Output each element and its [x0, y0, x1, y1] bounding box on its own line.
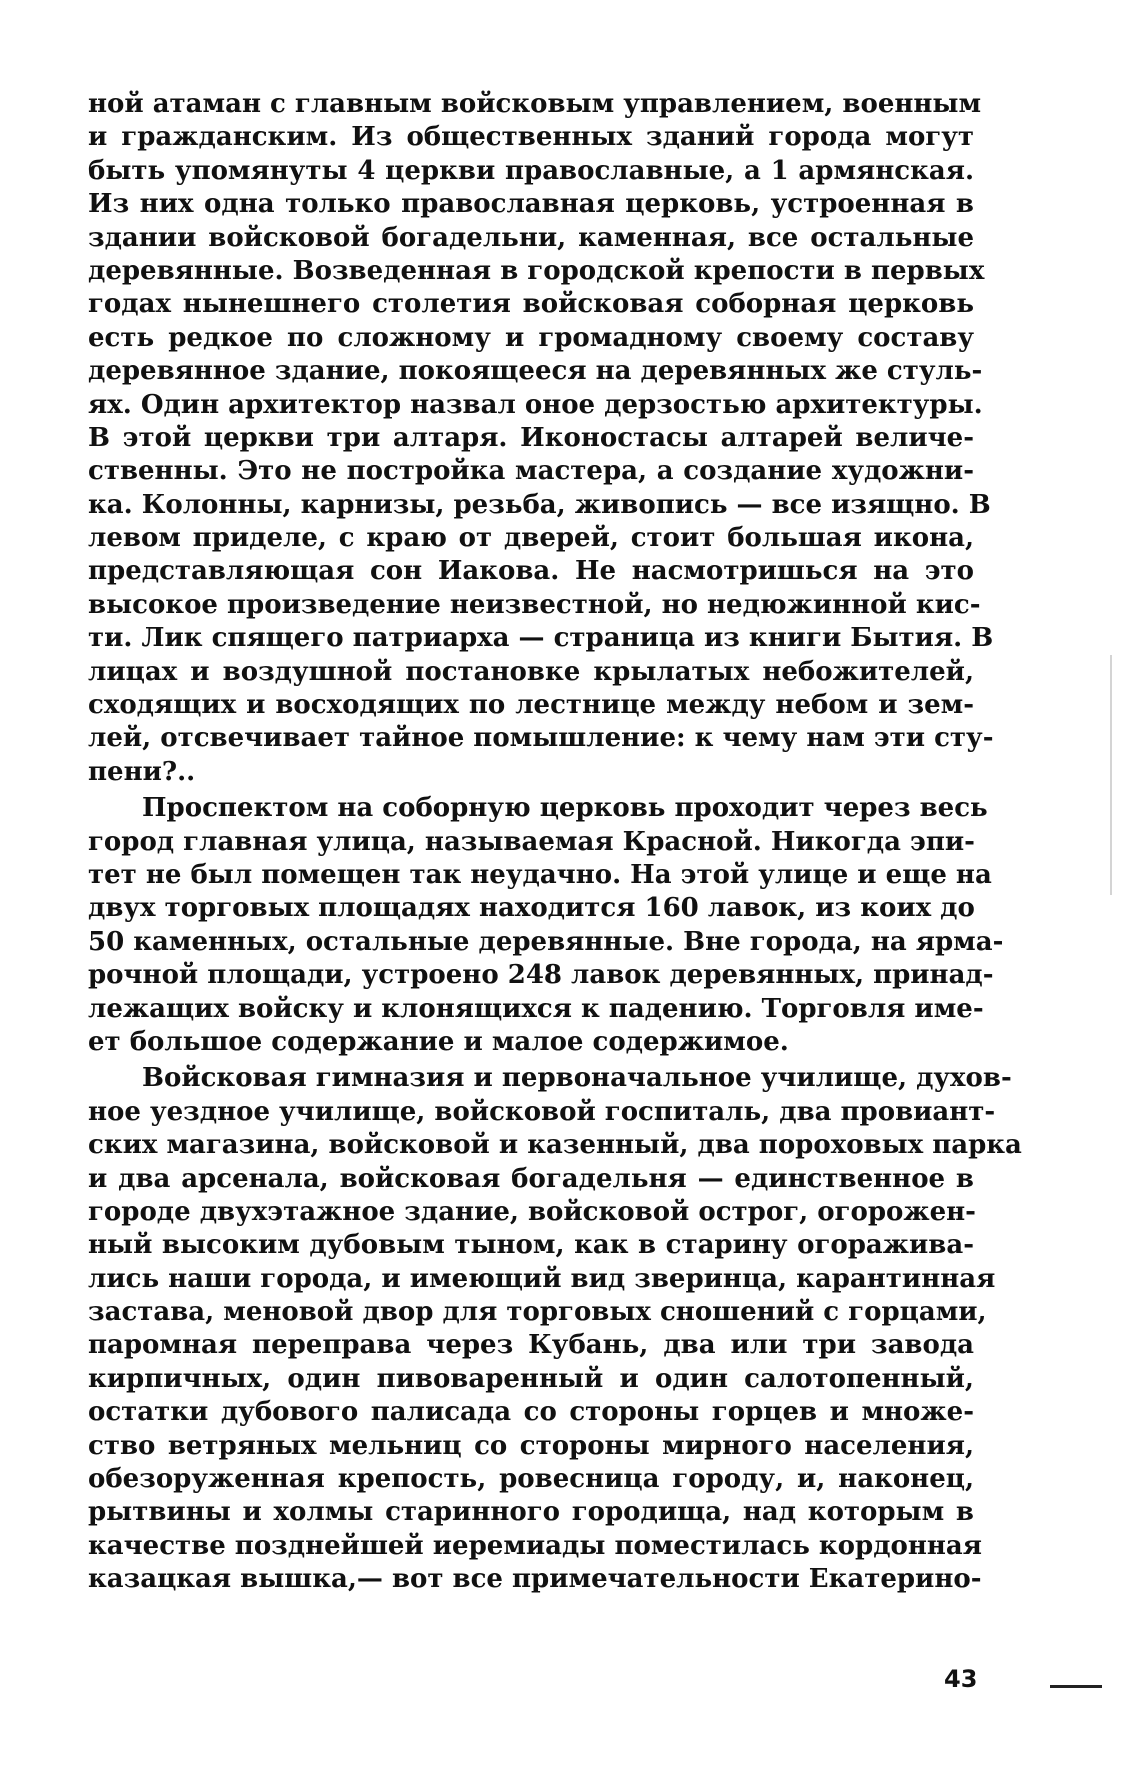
paragraph	[88, 792, 1004, 1059]
text-line: двух торговых площадях находится 160 лавок, из коих до	[88, 893, 975, 924]
text-line: и два арсенала, войсковая богадельня — единственное в	[88, 1163, 974, 1194]
paragraph	[88, 88, 994, 789]
text-line: городе двухэтажное здание, войсковой острог, огорожен-	[88, 1196, 976, 1227]
text-line: Проспектом на соборную церковь проходит через весь	[142, 793, 988, 824]
text-line: деревянные. Возведенная в городской крепости в первых	[88, 255, 985, 286]
body-text	[88, 88, 1022, 1597]
text-line: быть упомянуты 4 церкви православные, а 1 армянская.	[88, 155, 974, 186]
text-line: сходящих и восходящих по лестнице между небом и зем-	[88, 690, 974, 721]
text-line: 50 каменных, остальные деревянные. Вне города, на ярма-	[88, 926, 1004, 957]
text-line: остатки дубового палисада со стороны горцев и множе-	[88, 1397, 974, 1428]
text-line: деревянное здание, покоящееся на деревянных же стуль-	[88, 356, 983, 387]
text-line: и гражданским. Из общественных зданий города могут	[88, 122, 974, 153]
text-line: лей, отсвечивает тайное помышление: к чему нам эти сту-	[88, 723, 994, 754]
text-line: ственны. Это не постройка мастера, а создание художни-	[88, 456, 974, 487]
text-line: паромная переправа через Кубань, два или три завода	[88, 1330, 974, 1361]
text-line: ство ветряных мельниц со стороны мирного населения,	[88, 1430, 974, 1461]
text-line: рочной площади, устроено 248 лавок деревянных, принад-	[88, 960, 994, 991]
text-line: ских магазина, войсковой и казенный, два пороховых парка	[88, 1130, 1022, 1161]
text-line: высокое произведение неизвестной, но недюжинной кис-	[88, 589, 981, 620]
text-line: лежащих войску и клонящихся к падению. Торговля име-	[88, 993, 984, 1024]
text-line: казацкая вышка,— вот все примечательности Екатерино-	[88, 1564, 982, 1595]
text-line: ное уездное училище, войсковой госпиталь, два провиант-	[88, 1096, 996, 1127]
page-number: 43	[944, 1665, 978, 1693]
text-line: лицах и воздушной постановке крылатых небожителей,	[88, 656, 974, 687]
text-line: годах нынешнего столетия войсковая соборная церковь	[88, 289, 974, 320]
text-line: ти. Лик спящего патриарха — страница из книги Бытия. В	[88, 623, 994, 654]
text-line: есть редкое по сложному и громадному своему составу	[88, 322, 974, 353]
text-line: здании войсковой богадельни, каменная, все остальные	[88, 222, 974, 253]
text-line: тет не был помещен так неудачно. На этой улице и еще на	[88, 859, 992, 890]
text-line: ной атаман с главным войсковым управлением, военным	[88, 89, 982, 119]
text-line: пени?..	[88, 756, 196, 787]
text-line: левом приделе, с краю от дверей, стоит большая икона,	[88, 523, 974, 554]
text-line: В этой церкви три алтаря. Иконостасы алтарей величе-	[88, 422, 974, 453]
edge-mark	[1050, 1685, 1102, 1688]
text-line: кирпичных, один пивоваренный и один салотопенный,	[88, 1363, 974, 1394]
text-line: представляющая сон Иакова. Не насмотришься на это	[88, 556, 974, 587]
text-line: качестве позднейшей иеремиады поместилась кордонная	[88, 1530, 982, 1561]
text-line: рытвины и холмы старинного городища, над которым в	[88, 1497, 974, 1528]
text-line: ях. Один архитектор назвал оное дерзостью архитектуры.	[88, 389, 983, 420]
text-line: ет большое содержание и малое содержимое.	[88, 1026, 789, 1057]
text-line: Из них одна только православная церковь, устроенная в	[88, 189, 974, 220]
text-line: Войсковая гимназия и первоначальное училище, духов-	[142, 1063, 1012, 1094]
text-line: ка. Колонны, карнизы, резьба, живопись — все изящно. В	[88, 489, 991, 520]
text-line: застава, меновой двор для торговых сношений с горцами,	[88, 1297, 987, 1328]
margin-line	[1110, 655, 1112, 895]
text-line: ный высоким дубовым тыном, как в старину огоражива-	[88, 1230, 974, 1261]
paragraph	[88, 1062, 1022, 1596]
text-line: лись наши города, и имеющий вид зверинца, карантинная	[88, 1263, 996, 1294]
text-line: город главная улица, называемая Красной. Никогда эпи-	[88, 826, 975, 857]
text-line: обезоруженная крепость, ровесница городу, и, наконец,	[88, 1464, 974, 1495]
